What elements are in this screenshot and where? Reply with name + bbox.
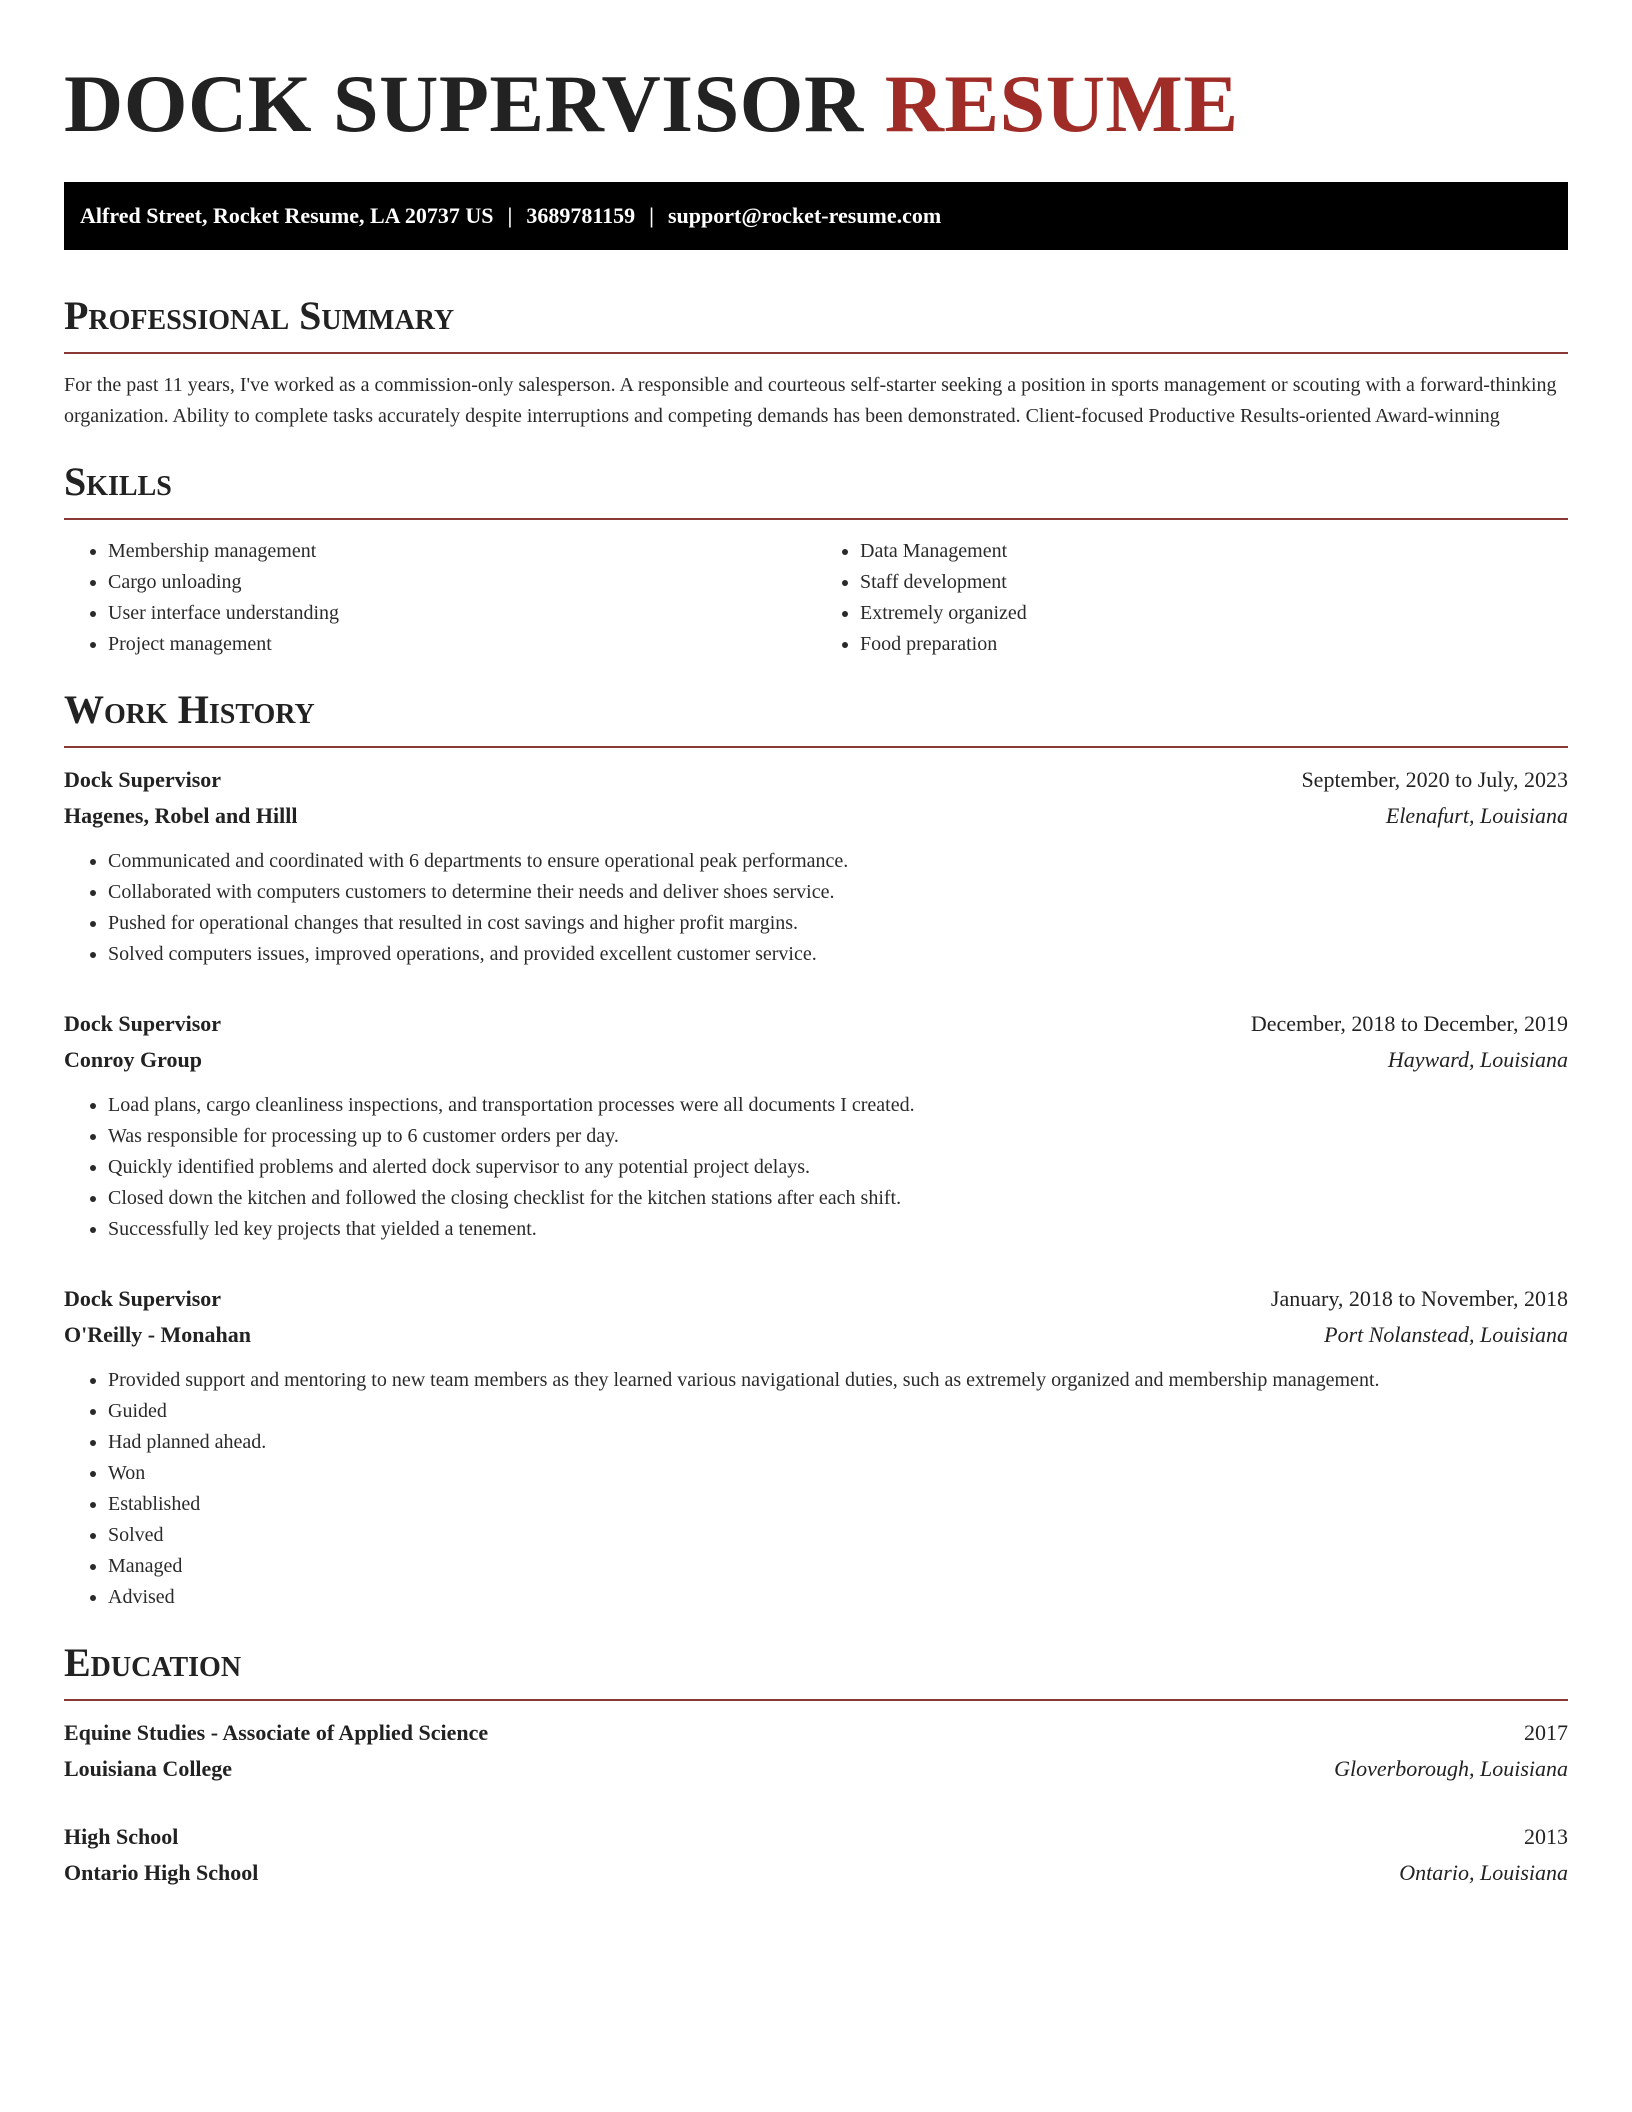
job-company-row (64, 1042, 1568, 1078)
education-entry (64, 1819, 1568, 1891)
summary-section (64, 292, 1568, 432)
education-entry (64, 1715, 1568, 1787)
contact-separator: | (507, 203, 513, 228)
education-degree-row (64, 1819, 1568, 1855)
job-bullets (64, 1365, 1568, 1613)
skills-columns (64, 536, 1568, 660)
skill-item: • Extremely organized (860, 598, 1568, 629)
skill-item: • Project management (108, 629, 816, 660)
job-bullet: • Load plans, cargo cleanliness inspections, and transportation processes were all documents I created. (108, 1090, 1568, 1121)
skill-item: • Staff development (860, 567, 1568, 598)
skills-section (64, 458, 1568, 660)
job-bullet: • Advised (108, 1582, 1568, 1613)
education-section (64, 1639, 1568, 1891)
skill-item: • Food preparation (860, 629, 1568, 660)
job-bullet: • Solved computers issues, improved operations, and provided excellent customer service. (108, 939, 1568, 970)
skills-list-left (64, 536, 816, 660)
education-school-row (64, 1751, 1568, 1787)
job-location: Port Nolanstead, Louisiana (1324, 1322, 1568, 1347)
job-bullet: • Had planned ahead. (108, 1427, 1568, 1458)
skill-item: • Cargo unloading (108, 567, 816, 598)
skills-list-right (816, 536, 1568, 660)
job-bullet: • Closed down the kitchen and followed the closing checklist for the kitchen stations after each shift. (108, 1183, 1568, 1214)
education-location: Ontario, Louisiana (1399, 1860, 1568, 1885)
job-bullet: • Established (108, 1489, 1568, 1520)
job-title: Dock Supervisor (64, 767, 222, 792)
section-divider (64, 746, 1568, 748)
job-bullet: • Collaborated with computers customers to determine their needs and deliver shoes service. (108, 877, 1568, 908)
education-school: Ontario High School (64, 1860, 259, 1885)
education-location: Gloverborough, Louisiana (1334, 1756, 1568, 1781)
section-divider (64, 518, 1568, 520)
job-entry (64, 762, 1568, 970)
education-school-row (64, 1855, 1568, 1891)
job-bullet: • Pushed for operational changes that resulted in cost savings and higher profit margins. (108, 908, 1568, 939)
job-header-row (64, 1006, 1568, 1042)
job-bullets (64, 846, 1568, 970)
skill-item: • User interface understanding (108, 598, 816, 629)
job-entry (64, 1281, 1568, 1613)
job-entry (64, 1006, 1568, 1245)
education-degree-row (64, 1715, 1568, 1751)
resume-title (64, 0, 1568, 150)
job-dates: December, 2018 to December, 2019 (1250, 1011, 1568, 1036)
job-header-row (64, 762, 1568, 798)
section-divider (64, 352, 1568, 354)
work-section (64, 686, 1568, 1613)
section-divider (64, 1699, 1568, 1701)
education-year: 2013 (1524, 1824, 1568, 1849)
job-title: Dock Supervisor (64, 1011, 222, 1036)
title-main: DOCK SUPERVISOR (64, 58, 864, 149)
contact-phone: 3689781159 (526, 203, 636, 228)
contact-separator: | (649, 203, 654, 228)
job-dates: January, 2018 to November, 2018 (1270, 1286, 1568, 1311)
job-bullets (64, 1090, 1568, 1245)
summary-heading: Professional Summary (64, 293, 455, 338)
contact-email: support@rocket-resume.com (667, 203, 942, 228)
job-bullet: • Won (108, 1458, 1568, 1489)
job-dates: September, 2020 to July, 2023 (1301, 767, 1568, 792)
contact-address: Alfred Street, Rocket Resume, LA 20737 US (80, 203, 494, 228)
job-bullet: • Managed (108, 1551, 1568, 1582)
job-bullet: • Communicated and coordinated with 6 departments to ensure operational peak performance. (108, 846, 1568, 877)
job-company: Hagenes, Robel and Hilll (64, 803, 298, 828)
education-degree: High School (64, 1824, 179, 1849)
job-title: Dock Supervisor (64, 1286, 222, 1311)
job-company: O'Reilly - Monahan (64, 1322, 252, 1347)
job-company: Conroy Group (64, 1047, 202, 1072)
job-location: Hayward, Louisiana (1387, 1047, 1568, 1072)
education-degree: Equine Studies - Associate of Applied Science (64, 1720, 489, 1745)
education-school: Louisiana College (64, 1756, 233, 1781)
job-bullet: • Successfully led key projects that yielded a tenement. (108, 1214, 1568, 1245)
education-year: 2017 (1524, 1720, 1568, 1745)
skill-item: • Membership management (108, 536, 816, 567)
work-heading: Work History (64, 687, 315, 732)
job-bullet: • Quickly identified problems and alerted dock supervisor to any potential project delays. (108, 1152, 1568, 1183)
title-accent: RESUME (884, 58, 1239, 149)
skills-heading: Skills (64, 459, 172, 504)
skill-item: • Data Management (860, 536, 1568, 567)
contact-bar (64, 182, 1568, 250)
job-header-row (64, 1281, 1568, 1317)
job-bullet: • Was responsible for processing up to 6 customer orders per day. (108, 1121, 1568, 1152)
job-location: Elenafurt, Louisiana (1385, 803, 1568, 828)
job-bullet: • Provided support and mentoring to new team members as they learned various navigational duties, such as extremely organized and membership management. (108, 1365, 1568, 1396)
summary-text: For the past 11 years, I've worked as a commission-only salesperson. A responsible and courteous self-starter seeking a position in sports management or scouting with a forward-thinking organization. Ability to complete tasks accurately despite interruptions and competing demands has been demonstrated. Client-focused Productive Results-oriented Award-winning (64, 374, 1557, 427)
job-company-row (64, 1317, 1568, 1353)
education-heading: Education (64, 1640, 242, 1685)
job-bullet: • Solved (108, 1520, 1568, 1551)
job-company-row (64, 798, 1568, 834)
job-bullet: • Guided (108, 1396, 1568, 1427)
